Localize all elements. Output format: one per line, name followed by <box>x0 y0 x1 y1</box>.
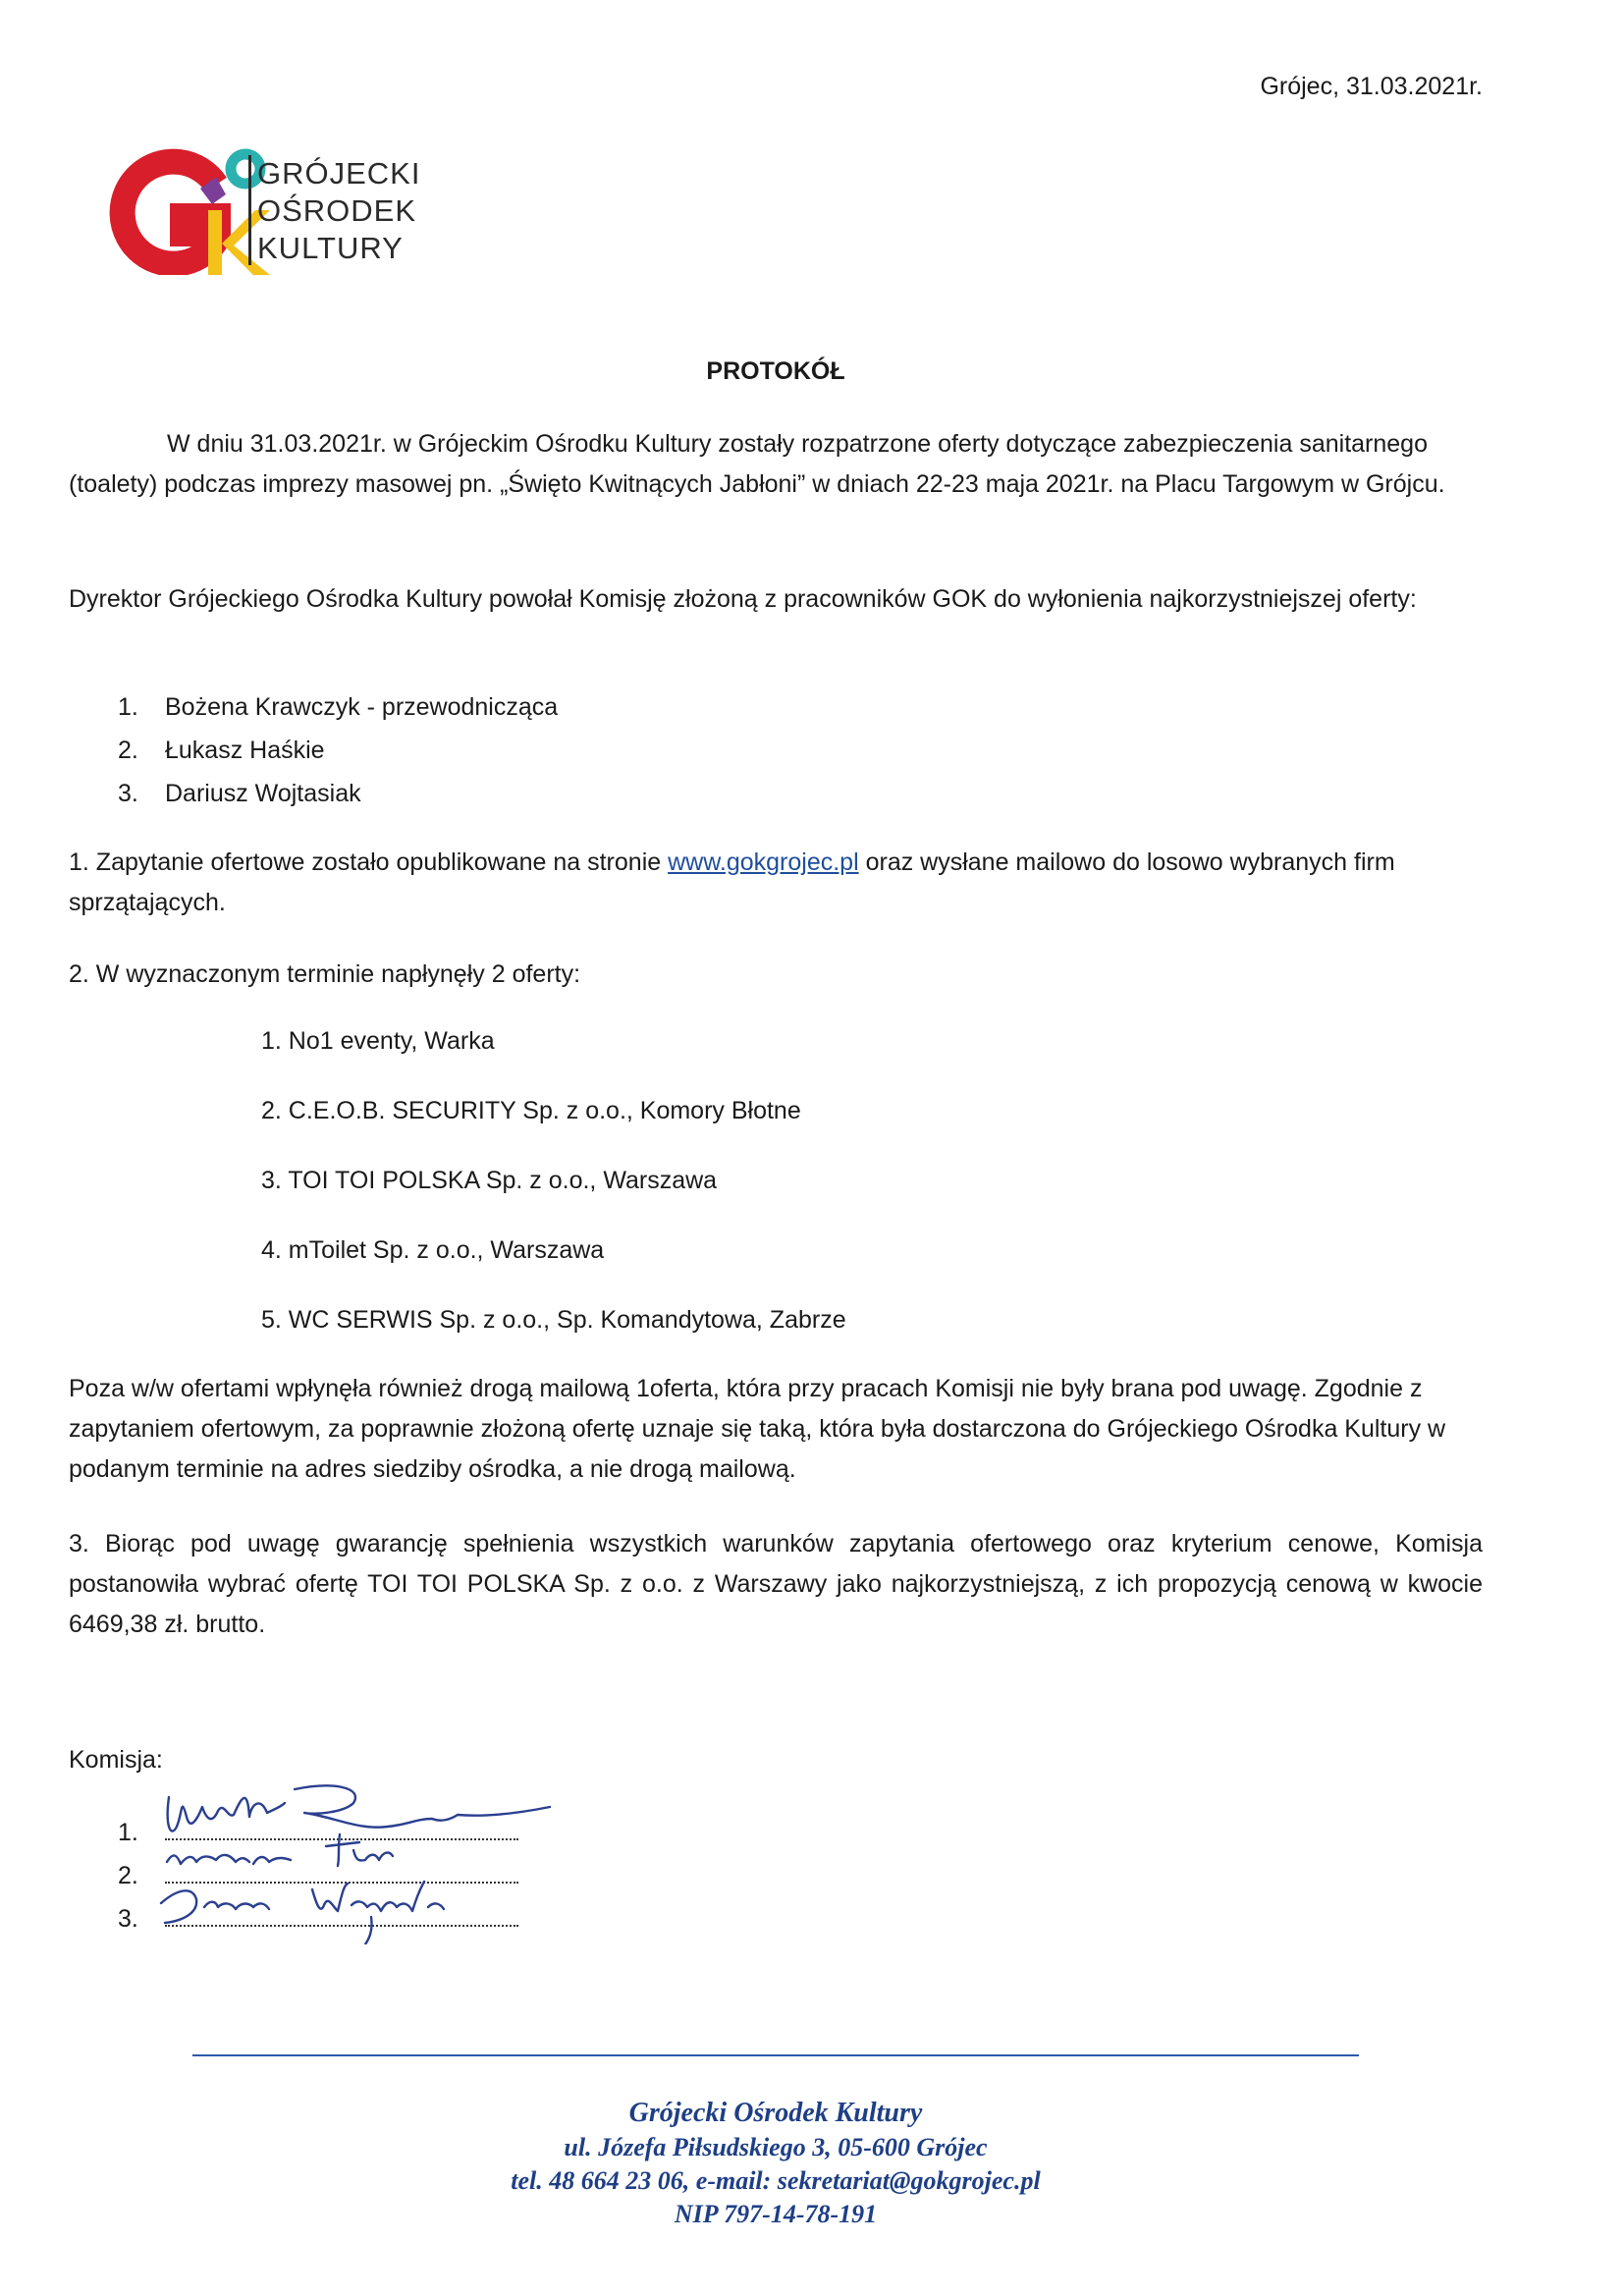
point-1-paragraph: 1. Zapytanie ofertowe zostało opublikowane na stronie www.gokgrojec.pl oraz wysłane mailowo do losowo wybranych firm sprzątających. <box>69 848 1395 916</box>
footer-address: ul. Józefa Piłsudskiego 3, 05-600 Grójec <box>564 2133 988 2161</box>
point-2-paragraph: 2. W wyznaczonym terminie napłynęły 2 oferty: <box>69 960 581 988</box>
footer-nip: NIP 797-14-78-191 <box>674 2200 878 2228</box>
footer-divider <box>192 2054 1359 2056</box>
signature-line: 3. <box>118 1901 518 1944</box>
list-item: 2. C.E.O.B. SECURITY Sp. z o.o., Komory Błotne <box>261 1097 801 1124</box>
footer <box>0 2096 1551 2231</box>
logo-o-shape <box>231 154 260 184</box>
members-list <box>118 687 903 817</box>
list-item: 4. mToilet Sp. z o.o., Warszawa <box>261 1236 605 1264</box>
signature-1 <box>168 1785 550 1831</box>
logo-name <box>257 155 420 267</box>
document-title: PROTOKÓŁ <box>706 357 845 385</box>
list-item: 1. Bożena Krawczyk - przewodnicząca <box>118 693 559 721</box>
list-item: 2. Łukasz Haśkie <box>118 737 325 764</box>
logo-g-shape <box>123 162 218 264</box>
commission-label: Komisja: <box>69 1746 163 1774</box>
note-paragraph: Poza w/w ofertami wpłynęła również drogą mailową 1oferta, która przy pracach Komisji nie były brana pod uwagę. Zgodnie z zapytaniem ofertowym, za poprawnie złożoną ofertę uznaje się taką, która była dostarczona do Grójeckiego Ośrodka Kultury w podanym terminie na adres siedziby ośrodka, a nie drogą mailową. <box>69 1375 1446 1483</box>
signature-2 <box>167 1834 393 1866</box>
handwritten-signatures <box>147 1758 677 1944</box>
intro-paragraph: W dniu 31.03.2021r. w Grójeckim Ośrodku Kultury zostały rozpatrzone oferty dotyczące zabezpieczenia sanitarnego (toalety) podczas imprezy masowej pn. „Święto Kwitnących Jabłoni” w dniach 22-23 maja 2021r. na Placu Targowym w Grójcu. <box>69 430 1445 498</box>
footer-organization: Grójecki Ośrodek Kultury <box>628 2098 923 2128</box>
logo-name-line-3: KULTURY <box>257 231 404 265</box>
footer-contact: tel. 48 664 23 06, e-mail: sekretariat@gokgrojec.pl <box>511 2166 1041 2195</box>
logo-name-line-2: OŚRODEK <box>257 193 417 228</box>
point-3-paragraph: 3. Biorąc pod uwagę gwarancję spełnienia wszystkich warunków zapytania ofertowego oraz kryterium cenowe, Komisja postanowiła wybrać ofertę TOI TOI POLSKA Sp. z o.o. z Warszawy jako najkorzystniejszą, z ich propozycją cenową w kwocie 6469,38 zł. brutto. <box>69 1530 1483 1638</box>
logo-name-line-1: GRÓJECKI <box>257 156 421 191</box>
signature-3 <box>161 1882 444 1944</box>
list-item: 3. TOI TOI POLSKA Sp. z o.o., Warszawa <box>261 1167 718 1194</box>
list-item: 3. Dariusz Wojtasiak <box>118 780 361 807</box>
offers-list <box>261 1021 1243 1370</box>
commission-paragraph: Dyrektor Grójeckiego Ośrodka Kultury powołał Komisję złożoną z pracowników GOK do wyłonienia najkorzystniejszej oferty: <box>69 585 1417 613</box>
list-item: 1. No1 eventy, Warka <box>261 1027 495 1055</box>
signature-line: 1. <box>118 1815 518 1858</box>
place-date: Grójec, 31.03.2021r. <box>1260 73 1483 100</box>
website-link[interactable]: www.gokgrojec.pl <box>668 848 859 876</box>
list-item: 5. WC SERWIS Sp. z o.o., Sp. Komandytowa, Zabrze <box>261 1306 846 1334</box>
signature-line: 2. <box>118 1858 518 1901</box>
logo-divider <box>248 155 251 265</box>
